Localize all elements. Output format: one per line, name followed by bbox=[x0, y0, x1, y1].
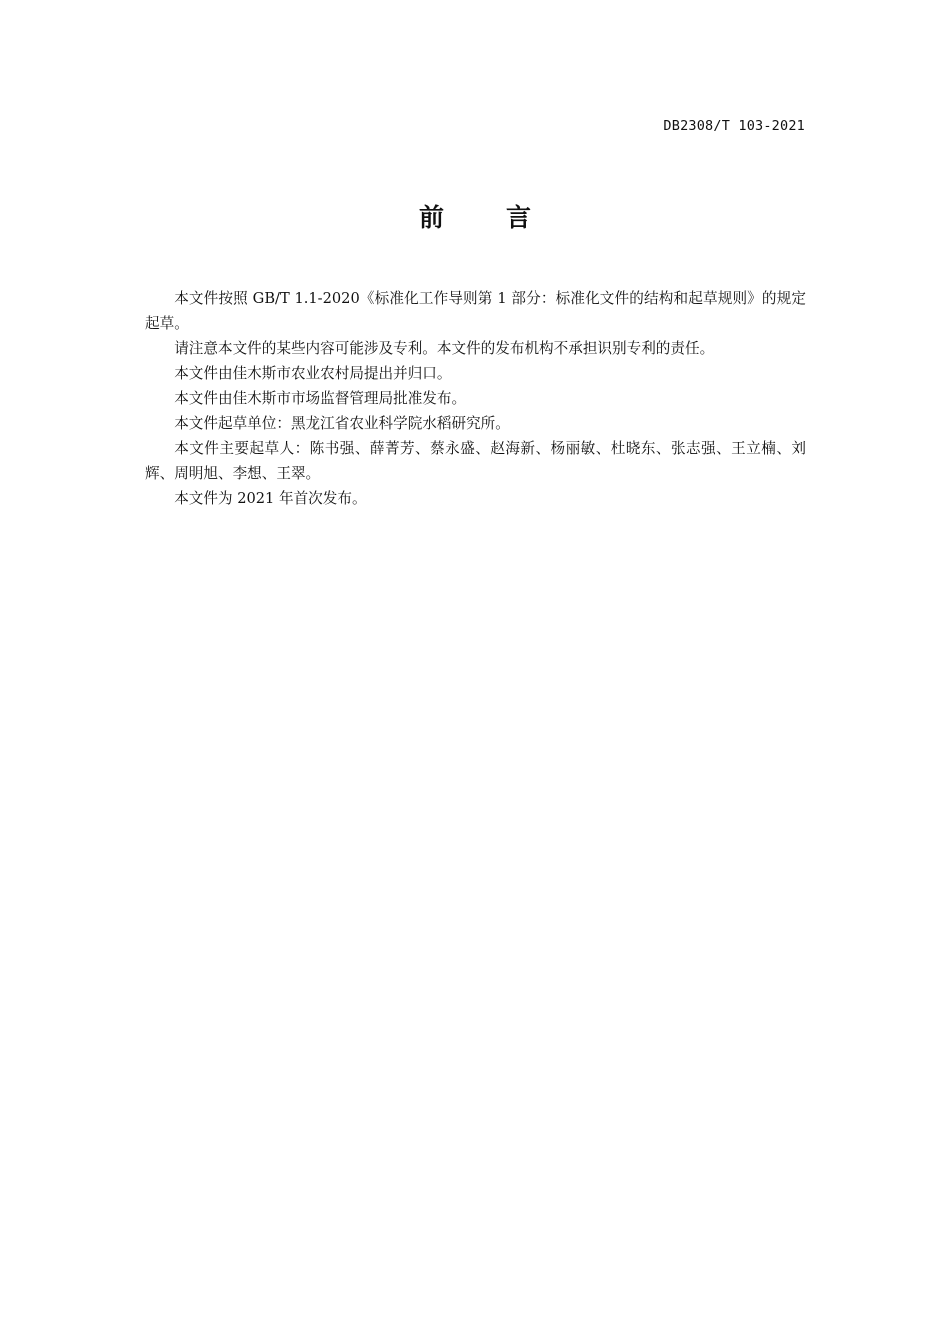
paragraph-drafters: 本文件主要起草人：陈书强、薛菁芳、蔡永盛、赵海新、杨丽敏、杜晓东、张志强、王立楠、刘辉、周明旭、李想、王翠。 bbox=[145, 440, 806, 482]
title-char-2: 言 bbox=[506, 203, 532, 232]
paragraph-approver: 本文件由佳木斯市市场监督管理局批准发布。 bbox=[174, 390, 467, 407]
paragraph-proposer: 本文件由佳木斯市农业农村局提出并归口。 bbox=[174, 365, 452, 382]
foreword-body bbox=[145, 286, 806, 511]
paragraph-drafting-rules: 本文件按照 GB/T 1.1-2020《标准化工作导则第 1 部分：标准化文件的结构和起草规则》的规定起草。 bbox=[145, 290, 806, 332]
paragraph-patent-notice: 请注意本文件的某些内容可能涉及专利。本文件的发布机构不承担识别专利的责任。 bbox=[174, 340, 715, 357]
paragraph-first-release: 本文件为 2021 年首次发布。 bbox=[174, 490, 367, 507]
page-title bbox=[0, 198, 950, 234]
paragraph-drafting-unit: 本文件起草单位：黑龙江省农业科学院水稻研究所。 bbox=[174, 415, 510, 432]
document-code: DB2308/T 103-2021 bbox=[663, 118, 805, 134]
title-char-1: 前 bbox=[418, 203, 444, 232]
